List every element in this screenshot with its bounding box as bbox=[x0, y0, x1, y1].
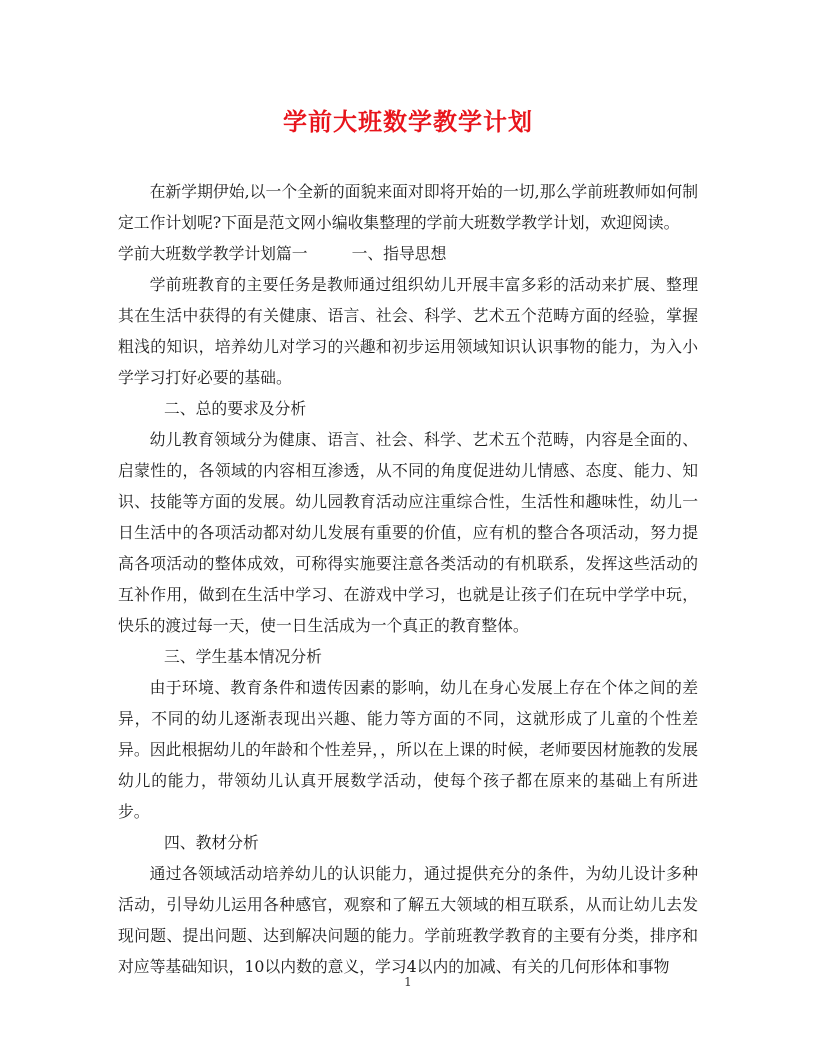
section1-paragraph: 学前班教育的主要任务是教师通过组织幼儿开展丰富多彩的活动来扩展、整理其在生活中获得的有关健康、语言、社会、科学、艺术五个范畴方面的经验，掌握粗浅的知识，培养幼儿对学习的兴趣和初步运用领域知识认识事物的能力，为入小学学习打好必要的基础。 bbox=[118, 275, 698, 387]
section3-heading: 三、学生基本情况分析 bbox=[164, 647, 322, 666]
section2-heading: 二、总的要求及分析 bbox=[164, 399, 307, 418]
part-label: 学前大班数学教学计划篇一 bbox=[118, 244, 308, 263]
section1-heading: 一、指导思想 bbox=[351, 244, 447, 263]
section2-paragraph: 幼儿教育领域分为健康、语言、社会、科学、艺术五个范畴，内容是全面的、启蒙性的，各领域的内容相互渗透，从不同的角度促进幼儿情感、态度、能力、知识、技能等方面的发展。幼儿园教育活动应注重综合性，生活性和趣味性，幼儿一日生活中的各项活动都对幼儿发展有重要的价值，应有机的整合各项活动，努力提高各项活动的整体成效，可称得实施要注意各类活动的有机联系，发挥这些活动的互补作用，做到在生活中学习、在游戏中学习，也就是让孩子们在玩中学学中玩，快乐的渡过每一天，使一日生活成为一个真正的教育整体。 bbox=[118, 430, 698, 635]
intro-paragraph: 在新学期伊始,以一个全新的面貌来面对即将开始的一切,那么学前班教师如何制定工作计划呢?下面是范文网小编收集整理的学前大班数学教学计划，欢迎阅读。 bbox=[118, 182, 698, 232]
section4-heading: 四、教材分析 bbox=[164, 833, 259, 852]
section4-paragraph: 通过各领域活动培养幼儿的认识能力，通过提供充分的条件，为幼儿设计多种活动，引导幼儿运用各种感官，观察和了解五大领域的相互联系，从而让幼儿去发现问题、提出问题、达到解决问题的能力。学前班教学教育的主要有分类，排序和对应等基础知识，10以内数的意义，学习4以内的加减、有关的几何形体和事物 bbox=[118, 864, 698, 976]
document-body bbox=[118, 176, 698, 982]
section3-paragraph: 由于环境、教育条件和遗传因素的影响，幼儿在身心发展上存在个体之间的差异，不同的幼儿逐渐表现出兴趣、能力等方面的不同，这就形成了儿童的个性差异。因此根据幼儿的年龄和个性差异，，所以在上课的时候，老师要因材施教的发展幼儿的能力，带领幼儿认真开展数学活动，使每个孩子都在原来的基础上有所进步。 bbox=[118, 678, 698, 821]
part-heading-line bbox=[118, 238, 698, 269]
document-title: 学前大班数学教学计划 bbox=[283, 107, 533, 136]
page-number: 1 bbox=[404, 975, 412, 989]
